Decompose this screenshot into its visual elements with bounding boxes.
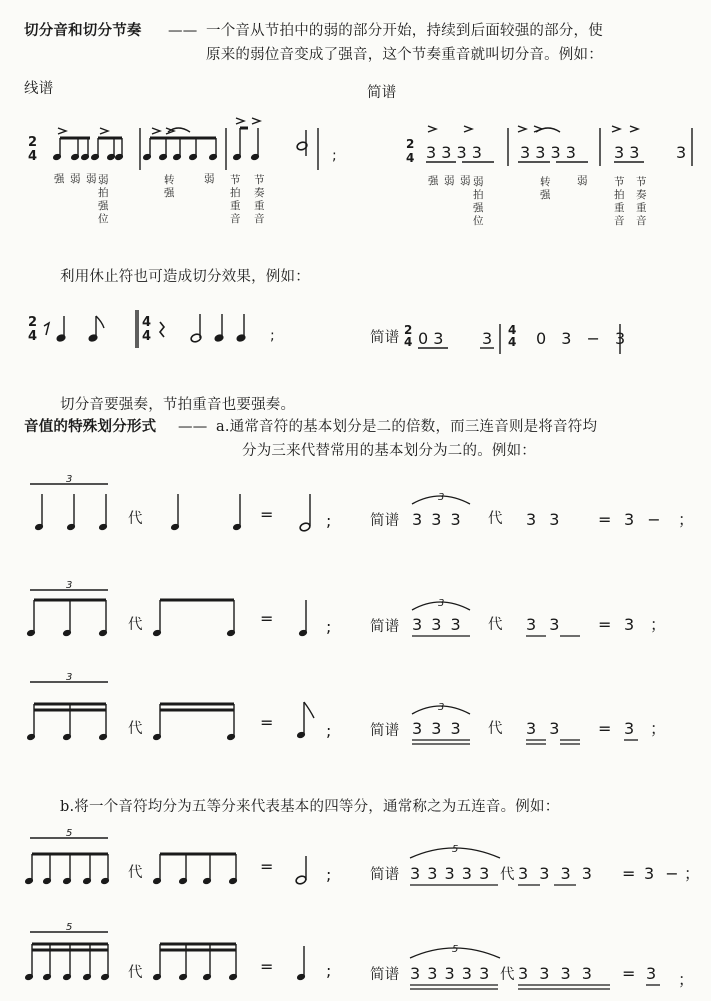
quint-number-staff: 5 — [66, 922, 73, 933]
triplet-number-jianpu: 3 — [438, 492, 445, 503]
dai-label: 代 — [488, 511, 503, 527]
svg-text:4: 4 — [404, 335, 413, 349]
jianpu-result: 3 − — [644, 864, 682, 883]
semicolon-mark: ; — [332, 148, 337, 164]
jianpu-triplet-notes: 3 3 3 — [412, 719, 463, 738]
svg-text:4: 4 — [28, 149, 38, 164]
staff-label: 线谱 — [24, 81, 54, 97]
jianpu-end: ； — [650, 615, 667, 634]
quint-number-staff: 5 — [66, 828, 73, 839]
jianpu-equals: = — [598, 615, 612, 634]
dai-label: 代 — [488, 721, 503, 737]
triplet-number-staff: 3 — [66, 672, 73, 683]
svg-text:3 3 3 3: 3 3 3 3 — [520, 143, 576, 162]
jianpu-triplet-notes: 3 3 3 — [412, 615, 463, 634]
syncopation-text-line1: 一个音从节拍中的弱的部分开始，持续到后面较强的部分，使 — [206, 23, 603, 39]
jianpu-result: 3 — [624, 615, 635, 634]
svg-text:4: 4 — [406, 151, 415, 165]
svg-text:2: 2 — [406, 137, 415, 151]
staff-example-syncopation — [58, 118, 318, 170]
svg-text:;: ; — [326, 865, 332, 884]
svg-text:=: = — [260, 957, 274, 976]
jianpu-annotation-turn-strong: 转强 — [540, 176, 551, 201]
dai-label: 代 — [488, 617, 503, 633]
rest-example-staff — [28, 310, 275, 348]
jianpu-annotation-weak-beat-strong-pos: 弱拍强位 — [473, 176, 484, 227]
triplet-eighth-heads — [26, 629, 308, 638]
jianpu-equals: = — [622, 964, 636, 983]
jianpu-replace-notes: 3 3 3 3 — [518, 964, 595, 983]
svg-text:3 3 3 3: 3 3 3 3 — [426, 143, 482, 162]
annotation-weak: 弱 — [204, 173, 215, 185]
jianpu-replace-notes: 3 3 — [526, 615, 564, 634]
rest-syncopation-text: 利用休止符也可造成切分效果，例如： — [60, 269, 310, 285]
svg-text:=: = — [260, 609, 274, 628]
jianpu-annotation-strong: 强 — [428, 175, 439, 187]
annotation-weak: 弱 — [86, 173, 97, 185]
tuplet-text-line1: a.通常音符的基本划分是二的倍数，而三连音则是将音符均 — [216, 419, 598, 435]
svg-text:2: 2 — [404, 323, 413, 337]
quint-number-jianpu: 5 — [452, 844, 459, 855]
quintuplet-eighth-heads — [24, 875, 307, 885]
jianpu-result: 3 — [624, 719, 635, 738]
dai-label: 代 — [500, 867, 515, 883]
svg-text:;: ; — [326, 961, 332, 980]
jianpu-result: 3 − — [624, 510, 665, 529]
annotation-beat-accent: 节拍重音 — [230, 174, 241, 225]
jianpu-prefix: 简谱 — [370, 723, 400, 739]
jianpu-end: ； — [678, 970, 695, 989]
dai-label: 代 — [500, 967, 515, 983]
jianpu-quintuplet-notes: 3 3 3 3 3 — [410, 964, 491, 983]
jianpu-equals: = — [598, 719, 612, 738]
svg-text:2: 2 — [28, 135, 38, 150]
jianpu-replace-notes: 3 3 — [526, 719, 564, 738]
dai-label: 代 — [128, 965, 143, 981]
svg-text:4: 4 — [508, 335, 517, 349]
dai-label: 代 — [128, 617, 143, 633]
dai-label: 代 — [128, 511, 143, 527]
dai-label: 代 — [128, 721, 143, 737]
svg-text:=: = — [260, 713, 274, 732]
jianpu-prefix: 简谱 — [370, 513, 400, 529]
triplet-number-staff: 3 — [66, 580, 73, 591]
svg-text:;: ; — [270, 328, 275, 344]
jianpu-annotation-rhythm-accent: 节奏重音 — [636, 176, 647, 227]
dai-label: 代 — [128, 865, 143, 881]
triplet-number-jianpu: 3 — [438, 702, 445, 713]
syncopation-text-line2: 原来的弱位音变成了强音，这个节奏重音就叫切分音。例如： — [206, 47, 603, 63]
triplet-sixteenth-heads — [26, 731, 306, 742]
svg-text:4: 4 — [508, 323, 517, 337]
svg-text:0 3 − 3: 0 3 − 3 — [536, 329, 631, 348]
svg-text:0 3: 0 3 — [418, 329, 444, 348]
emphasis-text: 切分音要强奏，节拍重音也要强奏。 — [60, 397, 296, 413]
jianpu-label: 简谱 — [367, 85, 397, 101]
svg-text:2: 2 — [28, 315, 38, 330]
tuplet-heading: 音值的特殊划分形式 — [24, 419, 157, 435]
jianpu-prefix: 简谱 — [370, 867, 400, 883]
jianpu-tuplet-lines — [410, 496, 660, 989]
quintuplet-text: b.将一个音符均分为五等分来代表基本的四等分，通常称之为五连音。例如： — [60, 799, 560, 815]
jianpu-end: ； — [650, 719, 667, 738]
triplet-number-staff: 3 — [66, 474, 73, 485]
jianpu-result: 3 — [646, 964, 657, 983]
jianpu-quintuplet-notes: 3 3 3 3 3 — [410, 864, 491, 883]
svg-text:;: ; — [326, 721, 332, 740]
svg-text:4: 4 — [142, 329, 152, 344]
jianpu-prefix: 简谱 — [370, 967, 400, 983]
staff-equals-marks — [260, 505, 331, 980]
jianpu-annotation-beat-accent: 节拍重音 — [614, 176, 625, 227]
svg-text:4: 4 — [142, 315, 152, 330]
annotation-strong: 强 — [54, 173, 65, 185]
heading-dash: —— — [168, 23, 198, 39]
tuplet-heading-dash: —— — [178, 419, 208, 435]
jianpu-annotation-weak: 弱 — [460, 175, 471, 187]
svg-text:3 3: 3 3 — [614, 143, 640, 162]
svg-text:=: = — [260, 857, 274, 876]
jianpu-end: ； — [684, 864, 701, 883]
jianpu-example-syncopation — [406, 137, 686, 165]
time-signature-2-4 — [28, 135, 37, 164]
triplet-number-jianpu: 3 — [438, 598, 445, 609]
jianpu-end: ； — [678, 510, 695, 529]
svg-text:4: 4 — [28, 329, 38, 344]
jianpu-replace-notes: 3 3 — [526, 510, 564, 529]
annotation-turn-strong: 转强 — [164, 174, 175, 199]
tuplet-text-line2: 分为三来代替常用的基本划分为二的。例如： — [242, 443, 536, 459]
jianpu-annotation-weak: 弱 — [444, 175, 455, 187]
svg-text:;: ; — [326, 617, 332, 636]
svg-text:;: ; — [326, 511, 332, 530]
annotation-rhythm-accent: 节奏重音 — [254, 174, 265, 225]
rest-example-jianpu — [404, 323, 630, 354]
jianpu-equals: = — [622, 864, 636, 883]
jianpu-annotation-weak: 弱 — [577, 175, 588, 187]
annotation-weak-beat-strong-pos: 弱拍强位 — [98, 174, 109, 225]
svg-text:=: = — [260, 505, 274, 524]
svg-text:3: 3 — [482, 329, 493, 348]
annotation-weak: 弱 — [70, 173, 81, 185]
jianpu-replace-notes: 3 3 3 3 — [518, 864, 595, 883]
jianpu-prefix: 简谱 — [370, 619, 400, 635]
jianpu-equals: = — [598, 510, 612, 529]
jianpu-prefix-rest: 简谱 — [370, 330, 400, 346]
syncopation-heading: 切分音和切分节奏 — [24, 23, 142, 39]
svg-text:3: 3 — [676, 143, 687, 162]
quint-number-jianpu: 5 — [452, 944, 459, 955]
jianpu-triplet-notes: 3 3 3 — [412, 510, 463, 529]
